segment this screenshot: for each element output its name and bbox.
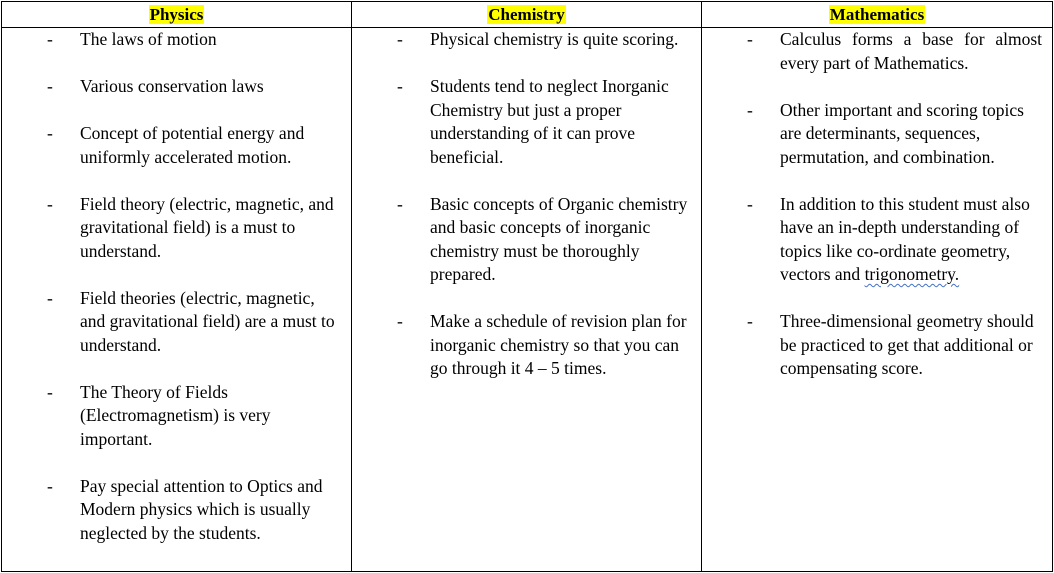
list-item: [352, 310, 701, 381]
list-item: [352, 28, 701, 52]
header-physics-label: Physics: [149, 4, 204, 24]
point-text: Calculus forms a base for almost every part of Mathematics.: [780, 29, 1042, 73]
physics-list: [2, 28, 351, 545]
list-item: [2, 75, 351, 99]
chemistry-cell: [352, 28, 702, 572]
list-item: [702, 310, 1052, 381]
bullet-dash: -: [747, 193, 753, 214]
list-item: [702, 28, 1052, 75]
mathematics-cell: [702, 28, 1053, 572]
bullet-dash: -: [47, 193, 53, 214]
bullet-dash: -: [397, 311, 403, 331]
bullet-dash: -: [747, 311, 753, 331]
bullet-dash: -: [47, 287, 53, 308]
bullet-dash: -: [747, 99, 753, 120]
list-item: [702, 99, 1052, 170]
spellcheck-flagged-word: trigonometry.: [864, 264, 960, 284]
point-text: Three-dimensional geometry should be practiced to get that additional or compensating score.: [780, 311, 1034, 378]
bullet-dash: -: [47, 76, 53, 96]
point-text: Make a schedule of revision plan for inorganic chemistry so that you can go through it 4 – 5 times.: [430, 311, 687, 378]
header-physics: [2, 2, 352, 28]
list-item: [352, 75, 701, 169]
physics-cell: [2, 28, 352, 572]
point-text: The Theory of Fields (Electromagnetism) is very important.: [80, 381, 271, 449]
bullet-dash: -: [397, 76, 403, 96]
list-item: [2, 28, 351, 52]
header-row: [2, 2, 1053, 28]
point-text: Various conservation laws: [80, 76, 264, 96]
list-item: [2, 381, 351, 452]
list-item: [2, 475, 351, 546]
point-text: Pay special attention to Optics and Modern physics which is usually neglected by the students.: [80, 475, 323, 543]
list-item: [2, 193, 351, 264]
bullet-dash: -: [397, 29, 403, 49]
chemistry-list: [352, 28, 701, 381]
point-text: Field theory (electric, magnetic, and gravitational field) is a must to understand.: [80, 193, 334, 261]
list-item: [702, 193, 1052, 287]
bullet-dash: -: [47, 123, 53, 143]
point-text: The laws of motion: [80, 29, 217, 49]
point-text: In addition to this student must also have an in-depth understanding of topics like co-ordinate geometry, vectors and: [780, 193, 1030, 284]
bullet-dash: -: [397, 193, 403, 214]
point-text: Field theories (electric, magnetic, and gravitational field) are a must to understand.: [80, 287, 335, 355]
point-text: Physical chemistry is quite scoring.: [430, 29, 679, 49]
header-chemistry-label: Chemistry: [488, 4, 565, 24]
mathematics-list: [702, 28, 1052, 381]
header-mathematics-label: Mathematics: [829, 4, 925, 24]
bullet-dash: -: [47, 29, 53, 49]
bullet-dash: -: [47, 381, 53, 402]
header-mathematics: [702, 2, 1053, 28]
list-item: [2, 122, 351, 169]
content-row: [2, 28, 1053, 572]
point-text: Basic concepts of Organic chemistry and basic concepts of inorganic chemistry must be thoroughly prepared.: [430, 193, 688, 284]
point-text: Concept of potential energy and uniformly accelerated motion.: [80, 123, 305, 167]
bullet-dash: -: [47, 475, 53, 496]
point-text: Students tend to neglect Inorganic Chemistry but just a proper understanding of it can prove beneficial.: [430, 76, 669, 167]
list-item: [352, 193, 701, 287]
list-item: [2, 287, 351, 358]
bullet-dash: -: [747, 29, 753, 49]
header-chemistry: [352, 2, 702, 28]
point-text: Other important and scoring topics are determinants, sequences, permutation, and combination.: [780, 99, 1024, 167]
subjects-table: [1, 1, 1053, 572]
